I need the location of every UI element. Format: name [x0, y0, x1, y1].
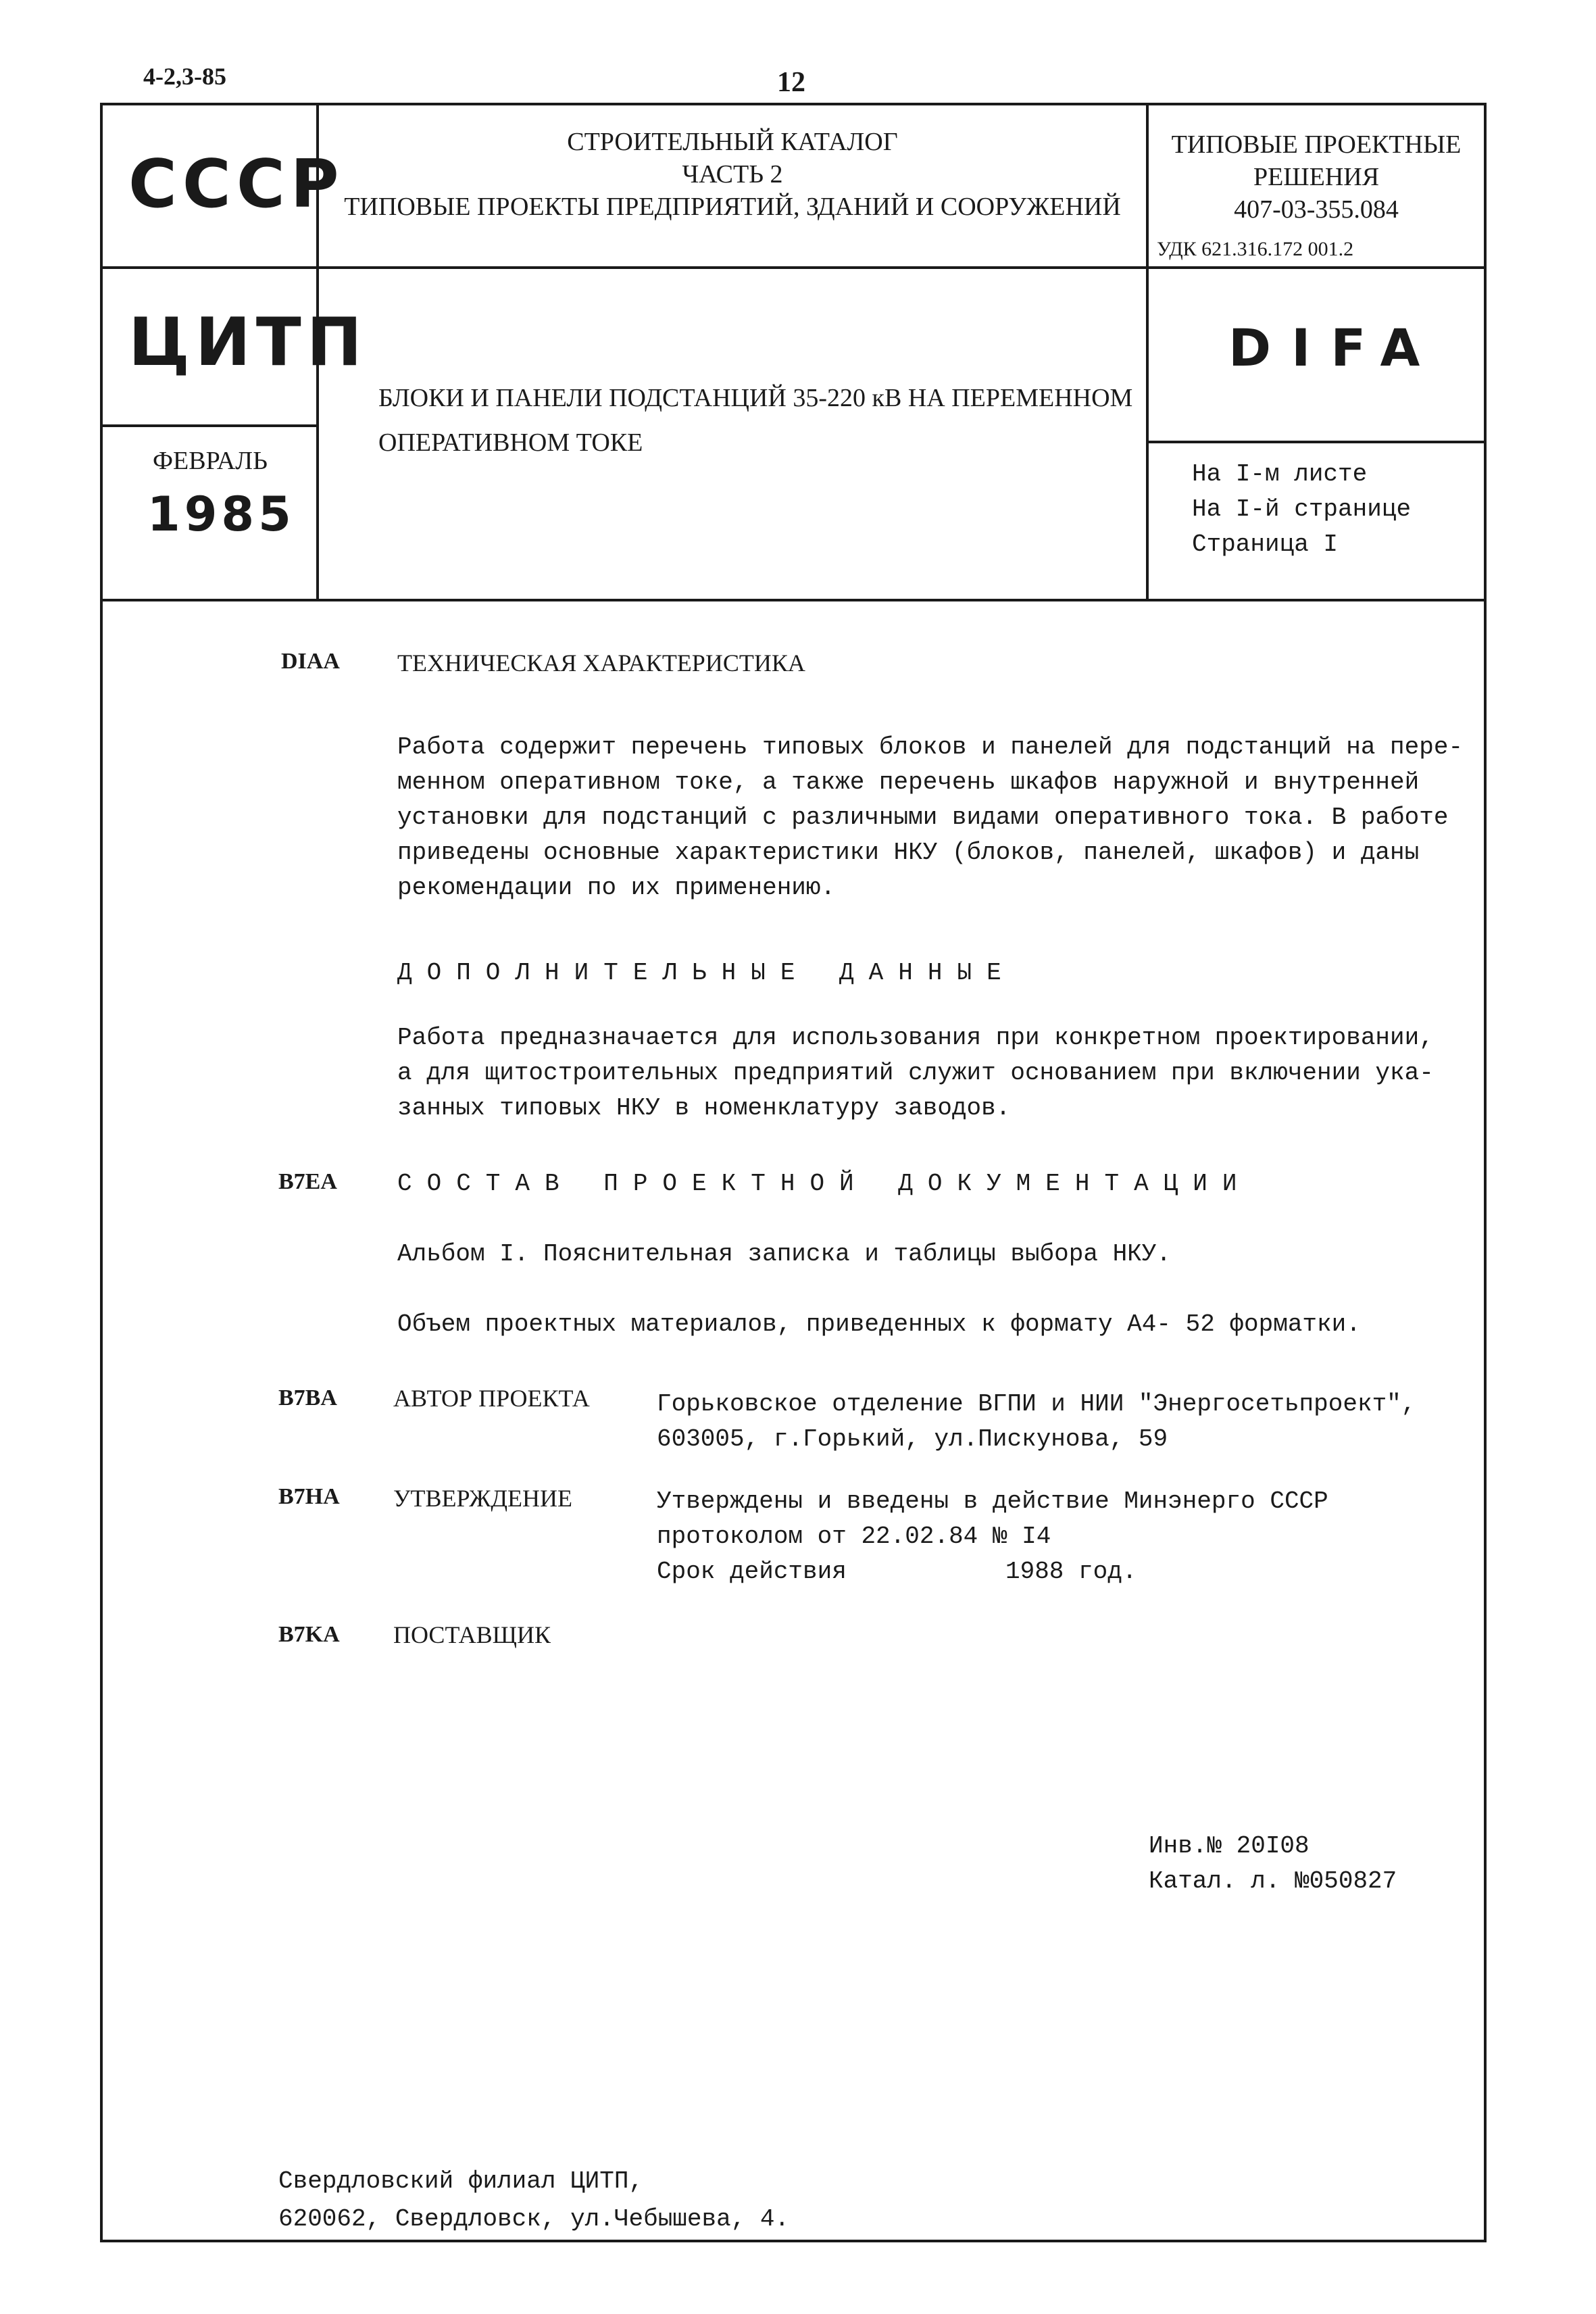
section-code-approval: B7HA: [278, 1484, 340, 1509]
validity-value: 1988 год.: [1005, 1558, 1137, 1585]
sheet-line: На I-м листе: [1192, 460, 1368, 488]
udk-code: УДК 621.316.172 001.2: [1157, 238, 1354, 260]
solution-line: РЕШЕНИЯ: [1253, 163, 1380, 191]
approval-protocol: протоколом от 22.02.84 № I4: [657, 1523, 1051, 1550]
header-row-rule: [100, 266, 1487, 269]
section-code-composition: B7EA: [278, 1169, 337, 1194]
author-address: 603005, г.Горький, ул.Пискунова, 59: [657, 1425, 1168, 1453]
validity-label: Срок действия: [657, 1558, 847, 1585]
project-title: [378, 376, 1132, 465]
org-name: ЦИТП: [128, 304, 368, 381]
page-number: 12: [777, 67, 805, 98]
paragraph-line: приведены основные характеристики НКУ (блоков, панелей, шкафов) и даны: [397, 839, 1420, 866]
header-bottom-rule: [100, 599, 1487, 601]
solution-line: ТИПОВЫЕ ПРОЕКТНЫЕ: [1171, 130, 1462, 159]
approval-value: [657, 1484, 1328, 1554]
catalog-part: ЧАСТЬ 2: [682, 160, 783, 189]
section-code-supplier: B7KA: [278, 1622, 340, 1647]
footer-line: Свердловский филиал ЦИТП,: [278, 2167, 644, 2195]
footer-address: [278, 2163, 789, 2238]
approval-label: УТВЕРЖДЕНИЕ: [393, 1485, 573, 1512]
project-title-line: БЛОКИ И ПАНЕЛИ ПОДСТАНЦИЙ 35-220 кВ НА ПЕРЕМЕННОМ: [378, 384, 1133, 412]
inventory-block: [1149, 1829, 1397, 1899]
author-line: Горьковское отделение ВГПИ и НИИ "Энергосетьпроект",: [657, 1390, 1416, 1418]
author-value: [657, 1387, 1416, 1457]
catalog-subtitle: ТИПОВЫЕ ПРОЕКТЫ ПРЕДПРИЯТИЙ, ЗДАНИЙ И СООРУЖЕНИЙ: [344, 193, 1121, 221]
page-line: На I-й странице: [1192, 495, 1412, 523]
approval-line: Утверждены и введены в действие Минэнерго СССР: [657, 1487, 1328, 1515]
section-title-composition: СОСТАВ ПРОЕКТНОЙ ДОКУМЕНТАЦИИ: [397, 1170, 1252, 1198]
right-cell-rule: [1147, 441, 1487, 443]
section-code-author: B7BA: [278, 1385, 337, 1410]
paragraph-line: установки для подстанций с различными видами оперативного тока. В работе: [397, 804, 1449, 831]
paragraph-line: рекомендации по их применению.: [397, 874, 836, 902]
author-label: АВТОР ПРОЕКТА: [393, 1385, 590, 1412]
section-code-tech: DIAA: [281, 649, 340, 674]
org-country: СССР: [128, 146, 345, 223]
left-cell-rule: [101, 424, 316, 427]
sheet-info: [1192, 457, 1411, 562]
paragraph-line: Работа предназначается для использования при конкретном проектировании,: [397, 1024, 1434, 1052]
album-line: Альбом I. Пояснительная записка и таблицы выбора НКУ.: [397, 1240, 1171, 1268]
catalog-line: СТРОИТЕЛЬНЫЙ КАТАЛОГ: [567, 128, 898, 156]
inventory-number: Инв.№ 20I08: [1149, 1832, 1310, 1860]
paragraph-line: а для щитостроительных предприятий служит основанием при включении ука-: [397, 1059, 1434, 1087]
footer-line: 620062, Свердловск, ул.Чебышева, 4.: [278, 2205, 790, 2233]
page-index: Страница I: [1192, 531, 1339, 558]
project-title-line: ОПЕРАТИВНОМ ТОКЕ: [378, 428, 643, 457]
section-title-tech: ТЕХНИЧЕСКАЯ ХАРАКТЕРИСТИКА: [397, 649, 805, 676]
paragraph-line: Работа содержит перечень типовых блоков и панелей для подстанций на пере-: [397, 733, 1464, 761]
supplier-label: ПОСТАВЩИК: [393, 1621, 551, 1648]
paragraph-line: занных типовых НКУ в номенклатуру заводов.: [397, 1094, 1011, 1122]
additional-paragraph: [397, 1020, 1434, 1126]
tech-paragraph: [397, 730, 1463, 906]
section-title-additional: ДОПОЛНИТЕЛЬНЫЕ ДАННЫЕ: [397, 959, 1016, 987]
issue-month: ФЕВРАЛЬ: [153, 447, 268, 475]
document-code: 4-2,3-85: [143, 63, 226, 90]
solution-number: 407-03-355.084: [1234, 195, 1399, 224]
paragraph-line: менном оперативном токе, а также перечень шкафов наружной и внутренней: [397, 768, 1420, 796]
solution-block: [1149, 128, 1484, 226]
issue-year: 1985: [147, 487, 295, 542]
catalog-title: [320, 126, 1145, 223]
catalog-sheet-number: Катал. л. №050827: [1149, 1867, 1397, 1895]
volume-line: Объем проектных материалов, приведенных к формату А4- 52 форматки.: [397, 1310, 1361, 1338]
classification-code: DIFA: [1228, 318, 1441, 378]
